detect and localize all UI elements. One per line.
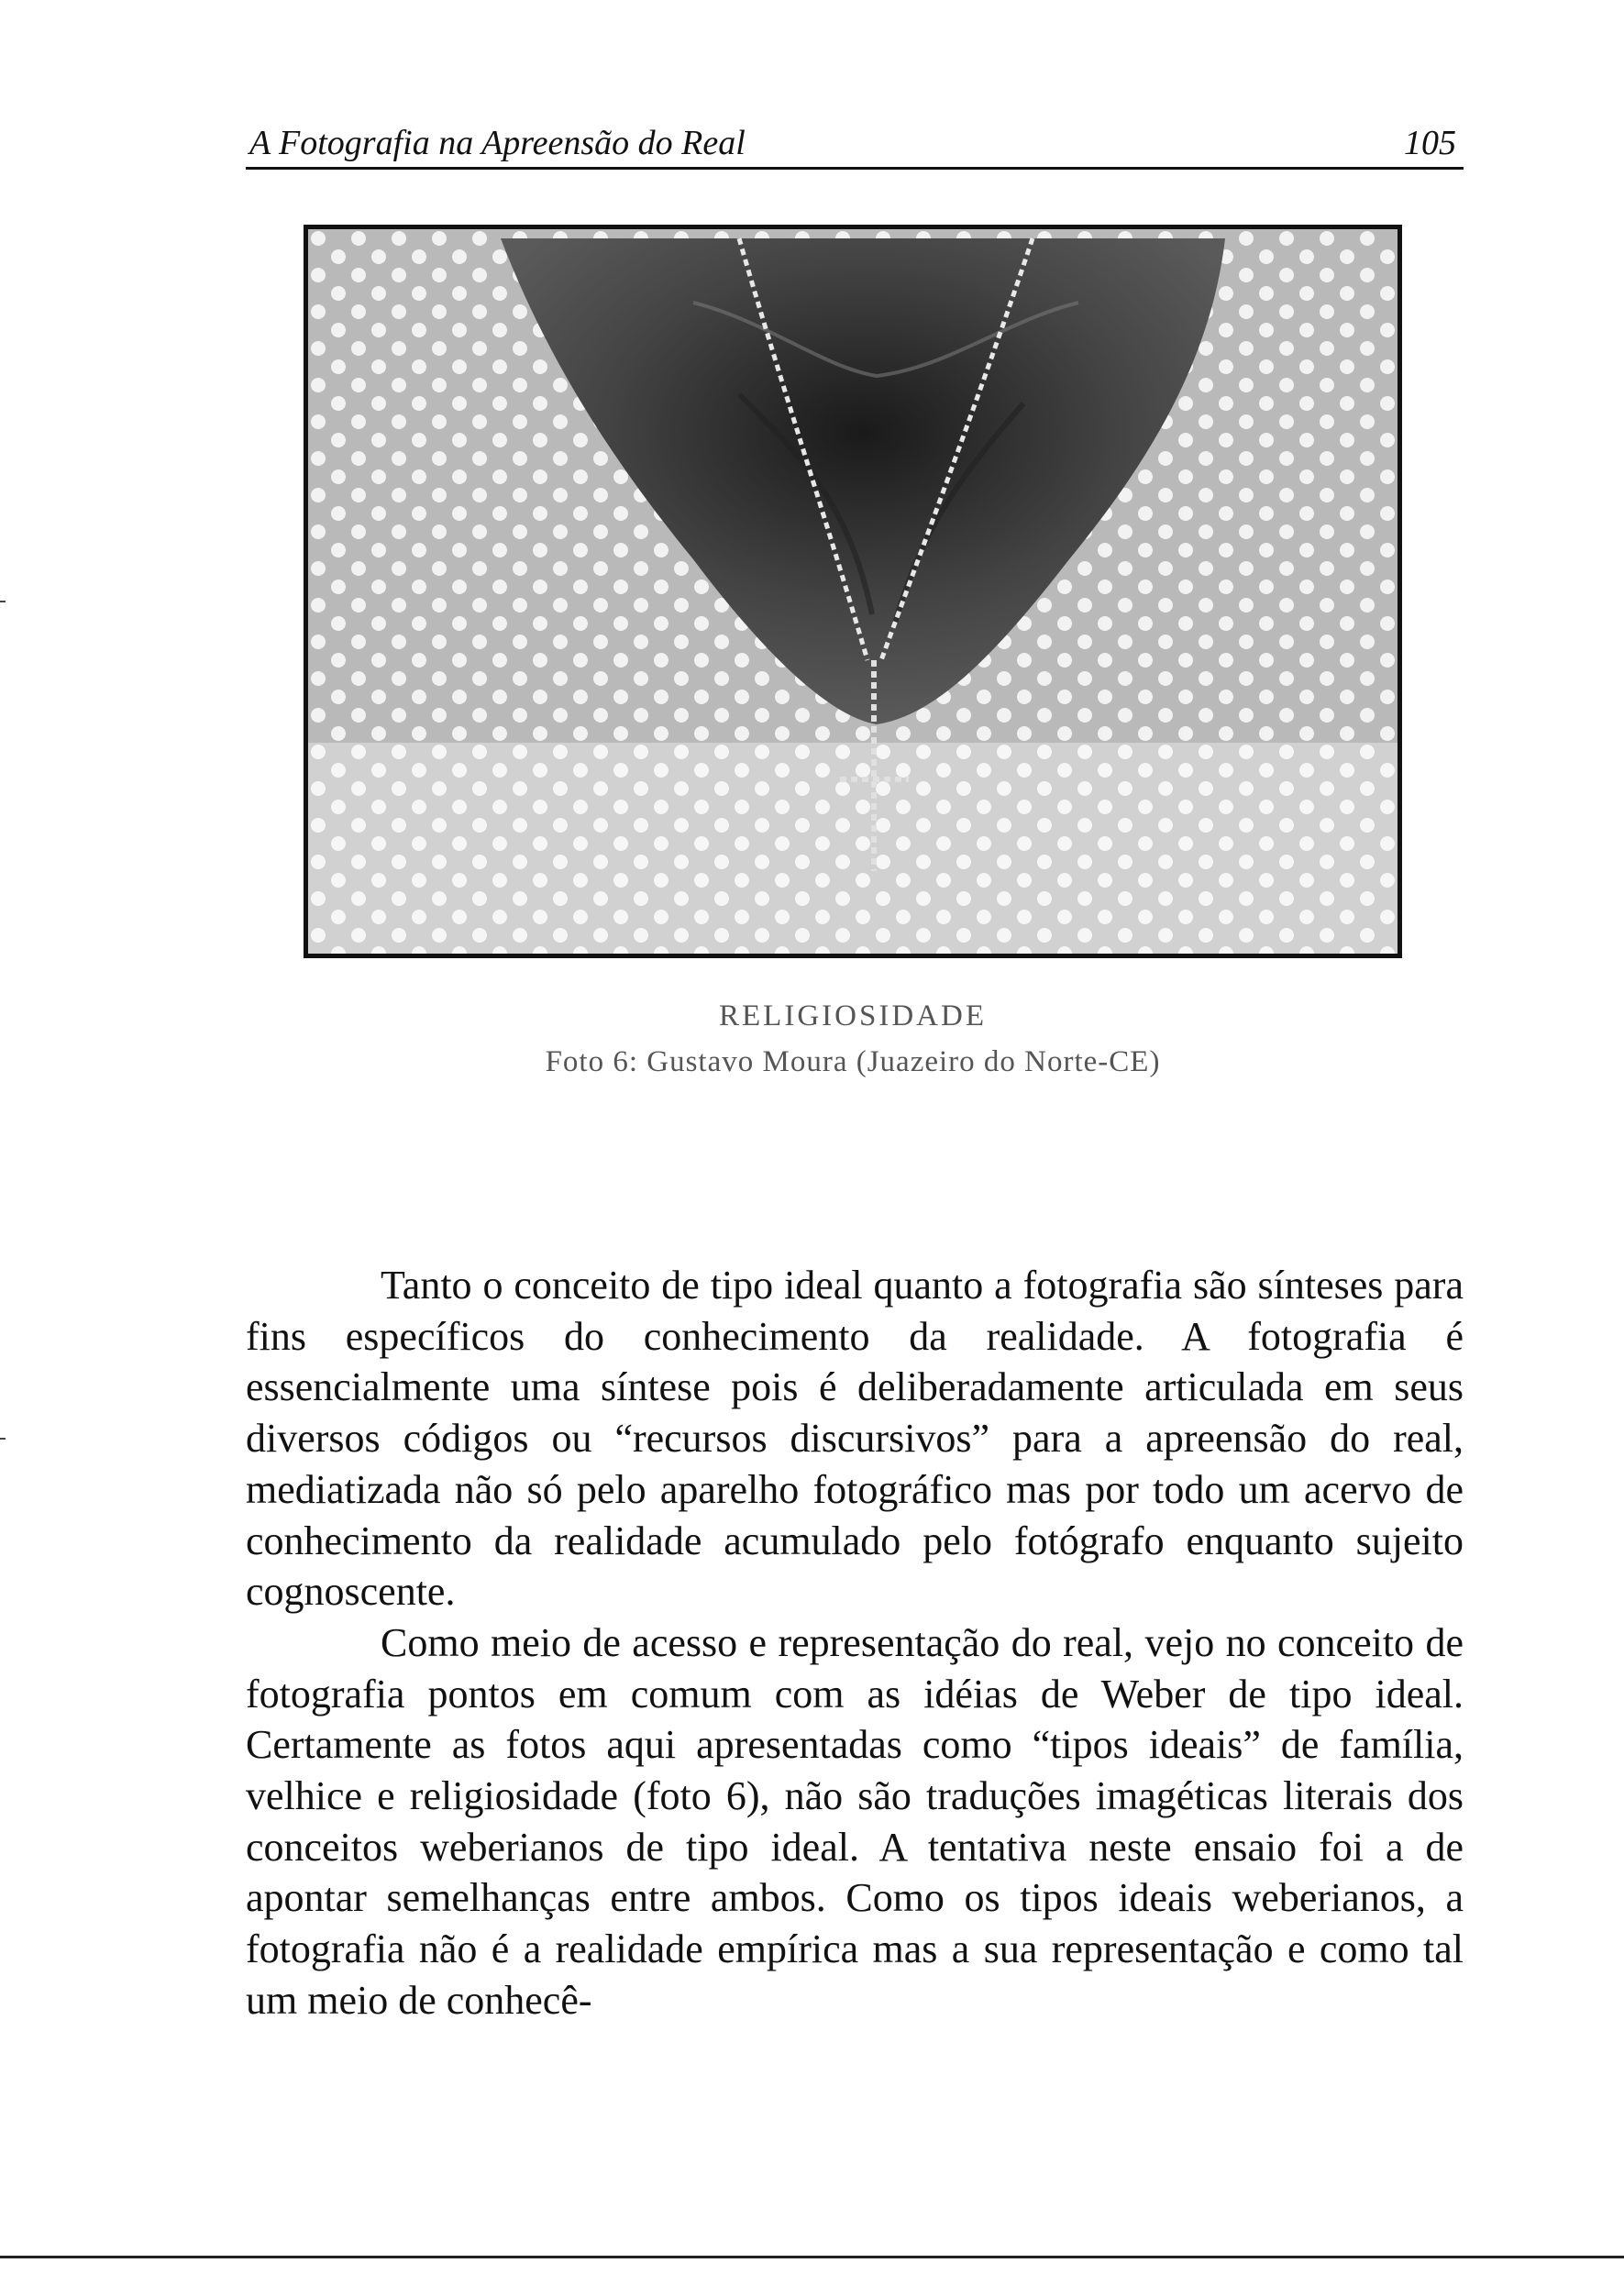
running-title: A Fotografia na Apreensão do Real [249, 124, 746, 162]
paragraph-1: Tanto o conceito de tipo ideal quanto a fotografia são sínteses para fins específicos do conhecimento da realidade. A fotografia é essencialmente uma síntese pois é deliberadamente articulada em seus diversos códigos ou “recursos discursivos” para a apreensão do real, mediatizada não só pelo aparelho fotográfico mas por todo um acervo de conhecimento da realidade acumulado pelo fotógrafo enquanto sujeito cognoscente. [246, 1263, 1464, 1615]
scan-edge-line [0, 2256, 1624, 2258]
body-text [246, 1260, 1464, 2026]
photograph [304, 225, 1402, 958]
running-header [246, 119, 1464, 170]
margin-mark [0, 601, 6, 602]
margin-mark [0, 1438, 6, 1440]
photograph-rosary-icon [308, 229, 1398, 954]
figure-caption-credit: Foto 6: Gustavo Moura (Juazeiro do Norte-CE) [545, 1045, 1161, 1078]
paragraph-2: Como meio de acesso e representação do real, vejo no conceito de fotografia pontos em comum com as idéias de Weber de tipo ideal. Certamente as fotos aqui apresentadas como “tipos ideais” de família, velhice e religiosidade (foto 6), não são traduções imagéticas literais dos conceitos weberianos de tipo ideal. A tentativa neste ensaio foi a de apontar semelhanças entre ambos. Como os tipos ideais weberianos, a fotografia não é a realidade empírica mas a sua representação e como tal um meio de conhecê- [246, 1619, 1464, 2023]
page-number: 105 [1404, 124, 1456, 162]
figure-caption-title: RELIGIOSIDADE [719, 999, 987, 1032]
